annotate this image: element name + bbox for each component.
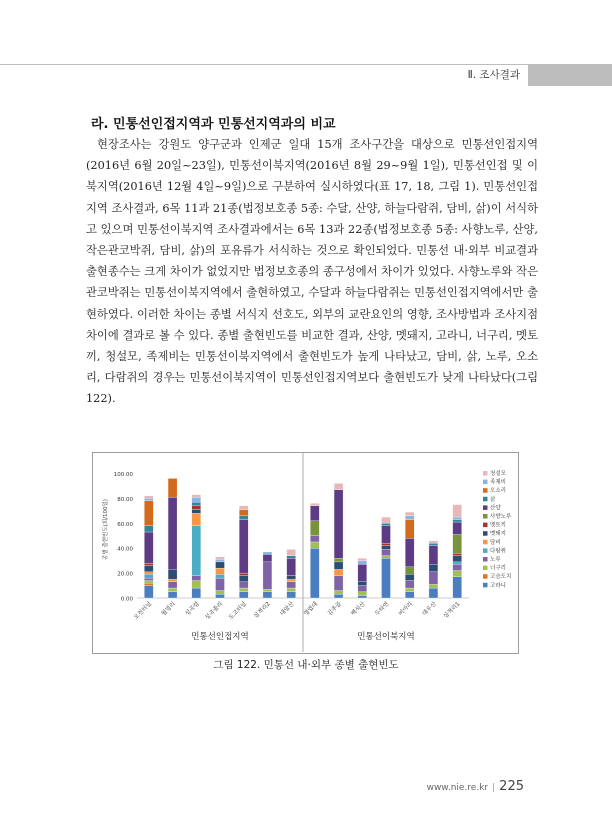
legend-label: 멧토끼 xyxy=(490,522,506,529)
y-axis-label: 종별 출현빈도(회/100일) xyxy=(103,499,109,560)
group-label-north: 민통선이북지역 xyxy=(357,632,415,642)
bar-segment-삵 xyxy=(239,516,248,520)
x-tick-label: 월명리 xyxy=(160,601,177,618)
bar-segment-족제비 xyxy=(263,552,272,554)
legend-swatch xyxy=(483,531,488,536)
x-tick-label: 도고터널 xyxy=(228,601,249,622)
legend-label: 청설모 xyxy=(490,471,506,477)
x-tick-label: 대암산 xyxy=(279,601,296,618)
bar-segment-고라니 xyxy=(239,592,248,598)
bar-segment-너구리 xyxy=(453,571,462,577)
y-tick-label: 80.00 xyxy=(117,496,133,503)
footer-site: www.nie.re.kr xyxy=(426,783,489,793)
bar-segment-삵 xyxy=(429,543,438,545)
bar-segment-너구리 xyxy=(168,588,177,592)
bar-segment-오소리 xyxy=(405,520,414,539)
bar-segment-산양 xyxy=(405,538,414,567)
bar-segment-노루 xyxy=(216,578,225,590)
bar-segment-족제비 xyxy=(144,498,153,500)
bar-segment-산양 xyxy=(287,558,296,575)
bar-segment-노루 xyxy=(429,572,438,584)
bar-segment-멧돼지 xyxy=(358,582,367,586)
x-tick-label: 심적리2 xyxy=(253,601,272,620)
bar-segment-멧돼지 xyxy=(453,556,462,562)
bar-segment-담비 xyxy=(216,568,225,574)
legend-swatch xyxy=(483,514,488,519)
bar-segment-고라니 xyxy=(358,596,367,598)
legend-swatch xyxy=(483,523,488,528)
stacked-bar-chart xyxy=(93,453,518,653)
bar-segment-청설모 xyxy=(216,557,225,559)
legend-label: 고라니 xyxy=(490,582,506,589)
legend-label: 사향노루 xyxy=(490,514,512,520)
bar-segment-사향노루 xyxy=(310,521,319,536)
bar-segment-다람쥐 xyxy=(216,574,225,578)
bar-segment-너구리 xyxy=(358,592,367,596)
bar-segment-너구리 xyxy=(382,556,391,558)
x-tick-label: 비아리 xyxy=(397,601,415,618)
bar-segment-노루 xyxy=(453,564,462,570)
bar-segment-멧돼지 xyxy=(405,574,414,580)
bar-segment-삵 xyxy=(287,556,296,558)
bar-segment-고라니 xyxy=(429,588,438,598)
bar-segment-고라니 xyxy=(405,592,414,598)
x-tick-label: 성곡졸리 xyxy=(204,601,225,622)
bar-segment-너구리 xyxy=(216,591,225,595)
legend-swatch xyxy=(483,497,488,502)
legend-label: 족제비 xyxy=(490,479,506,486)
bar-segment-멧돼지 xyxy=(192,510,201,514)
bar-segment-너구리 xyxy=(239,588,248,592)
bar-segment-멧돼지 xyxy=(168,569,177,579)
bar-segment-청설모 xyxy=(144,496,153,498)
legend-label: 고슴도치 xyxy=(490,574,512,581)
chapter-tab xyxy=(528,64,612,86)
bar-segment-너구리 xyxy=(429,584,438,588)
chapter-header: Ⅱ. 조사결과 xyxy=(467,69,520,81)
legend-swatch xyxy=(483,574,488,579)
bar-segment-오소리 xyxy=(168,478,177,497)
bar-segment-청설모 xyxy=(287,549,296,555)
bar-segment-삵 xyxy=(382,523,391,525)
bar-segment-멧돼지 xyxy=(429,564,438,571)
legend-swatch xyxy=(483,505,488,510)
legend-swatch xyxy=(483,540,488,545)
bar-segment-삵 xyxy=(144,526,153,532)
y-tick-label: 100.00 xyxy=(113,471,133,478)
bar-segment-산양 xyxy=(453,522,462,534)
section-title: 라. 민통선인접지역과 민통선지역과의 비교 xyxy=(91,117,336,132)
legend-label: 산양 xyxy=(490,505,501,512)
y-tick-label: 0.00 xyxy=(120,596,133,603)
bar-segment-고라니 xyxy=(216,594,225,598)
bar-segment-다람쥐 xyxy=(453,562,462,564)
x-tick-label: 심적리1 xyxy=(442,601,462,620)
bar-segment-산양 xyxy=(310,506,319,521)
legend-label: 너구리 xyxy=(490,565,506,572)
x-tick-label: 영엽대 xyxy=(303,601,320,618)
bar-segment-멧토끼 xyxy=(192,506,201,510)
bar-segment-족제비 xyxy=(405,516,414,520)
y-tick-label: 40.00 xyxy=(117,546,133,553)
bar-segment-너구리 xyxy=(405,588,414,592)
bar-segment-고라니 xyxy=(382,558,391,598)
bar-segment-너구리 xyxy=(287,588,296,592)
bar-segment-청설모 xyxy=(405,512,414,516)
bar-segment-산양 xyxy=(334,490,343,559)
x-tick-label: 대우산 xyxy=(421,601,438,618)
legend-swatch xyxy=(483,480,488,485)
bar-segment-너구리 xyxy=(334,591,343,595)
bar-segment-노루 xyxy=(310,536,319,542)
figure-caption: 그림 122. 민통선 내·외부 종별 출현빈도 xyxy=(213,659,399,671)
bar-segment-산양 xyxy=(429,546,438,565)
bar-segment-산양 xyxy=(358,564,367,581)
bar-segment-노루 xyxy=(239,582,248,588)
group-label-adjacent: 민통선인접지역 xyxy=(191,632,249,642)
bar-segment-멧토끼 xyxy=(453,553,462,555)
bar-segment-멧토끼 xyxy=(144,563,153,565)
bar-segment-청설모 xyxy=(192,495,201,497)
bar-segment-담비 xyxy=(334,569,343,575)
bar-segment-노루 xyxy=(144,578,153,580)
x-tick-label: 김추골 xyxy=(326,601,343,618)
bar-segment-사향노루 xyxy=(405,567,414,574)
bar-segment-족제비 xyxy=(192,497,201,502)
bar-segment-족제비 xyxy=(358,561,367,565)
bar-segment-고라니 xyxy=(192,588,201,598)
bar-segment-다람쥐 xyxy=(144,574,153,578)
bar-segment-사향노루 xyxy=(453,534,462,553)
bar-segment-산양 xyxy=(144,532,153,563)
bar-segment-고라니 xyxy=(168,592,177,598)
bar-segment-산양 xyxy=(263,554,272,561)
bar-segment-멧돼지 xyxy=(216,562,225,568)
bar-segment-노루 xyxy=(192,576,201,581)
legend-swatch xyxy=(483,566,488,571)
page-number: 225 xyxy=(499,779,524,794)
figure-chart xyxy=(92,452,519,654)
x-tick-label: 성곡령 xyxy=(184,601,201,618)
x-tick-label: 백석산 xyxy=(350,601,367,618)
bar-segment-삵 xyxy=(453,520,462,522)
bar-segment-오소리 xyxy=(144,501,153,526)
bar-segment-너구리 xyxy=(310,542,319,548)
bar-segment-너구리 xyxy=(263,589,272,591)
bar-segment-산양 xyxy=(168,497,177,569)
bar-segment-멧토끼 xyxy=(382,543,391,545)
bar-segment-노루 xyxy=(334,576,343,591)
bar-segment-담비 xyxy=(144,572,153,574)
legend-label: 노루 xyxy=(490,557,501,563)
bar-segment-고라니 xyxy=(263,592,272,598)
bar-segment-노루 xyxy=(358,586,367,592)
bar-segment-사향노루 xyxy=(334,558,343,562)
bar-segment-오소리 xyxy=(239,510,248,516)
bar-segment-고라니 xyxy=(453,577,462,598)
legend-swatch xyxy=(483,557,488,562)
bar-segment-멧돼지 xyxy=(382,546,391,550)
bar-segment-노루 xyxy=(287,582,296,588)
bar-segment-너구리 xyxy=(192,581,201,588)
bar-segment-고라니 xyxy=(310,548,319,598)
bar-segment-고라니 xyxy=(334,594,343,598)
x-tick-label: 오천터널 xyxy=(133,601,154,622)
bar-segment-고슴도치 xyxy=(144,583,153,585)
bar-segment-담비 xyxy=(192,513,201,525)
bar-segment-다람쥐 xyxy=(192,526,201,576)
bar-segment-멧돼지 xyxy=(287,576,296,580)
body-paragraph: 현장조사는 강원도 양구군과 인제군 일대 15개 조사구간을 대상으로 민통선인접지역(2016년 6월 20일~23일), 민통선이북지역(2016년 8월 29~9월 1일), 민통선인접 및 이북지역(2016년 12월 4일~9일)으로 구분하여 실시하였다(표 17, 18, 그림 1). 민통선인접지역 조사결과, 6목 11과 21종(법정보호종 5종: 수달, 산양, 하늘다람쥐, 담비, 삵)이 서식하고 있으며 민통선이북지역 조사결과에서는 6목 13과 22종(법정보호종 5종: 사향노루, 산양, 작은관코박쥐, 담비, 삵)의 포유류가 서식하는 것으로 확인되었다. 민통선 내·외부 비교결과 출현종수는 크게 차이가 없었지만 법정보호종의 종구성에서 차이가 있었다. 사향노루와 작은관코박쥐는 민통선이북지역에서 출현하였고, 수달과 하늘다람쥐는 민통선인접지역에서만 출현하였다. 이러한 차이는 종별 서식지 선호도, 외부의 교란요인의 영향, 조사방법과 조사지점 차이에 결과로 볼 수 있다. 종별 출현빈도를 비교한 결과, 산양, 멧돼지, 고라니, 너구리, 멧토끼, 청설모, 족제비는 민통선이북지역에서 출현빈도가 높게 나타났고, 담비, 삵, 노루, 오소리, 다람쥐의 경우는 민통선이북지역이 민통선인접지역보다 출현빈도가 낮게 나타났다(그림 122). xyxy=(86,138,538,406)
bar-segment-노루 xyxy=(405,581,414,588)
bar-segment-멧돼지 xyxy=(239,576,248,582)
header-rule xyxy=(0,64,528,65)
bar-segment-족제비 xyxy=(216,559,225,561)
bar-segment-고라니 xyxy=(287,592,296,598)
bar-segment-산양 xyxy=(239,520,248,574)
y-tick-label: 20.00 xyxy=(117,571,133,578)
x-tick-label: 두타연 xyxy=(374,601,391,618)
legend-label: 멧돼지 xyxy=(490,531,506,538)
bar-segment-청설모 xyxy=(239,506,248,510)
bar-segment-청설모 xyxy=(429,541,438,543)
legend-label: 오소리 xyxy=(490,488,506,495)
bar-segment-청설모 xyxy=(310,503,319,505)
bar-segment-멧돼지 xyxy=(144,566,153,572)
bar-segment-청설모 xyxy=(358,558,367,560)
bar-segment-노루 xyxy=(168,582,177,588)
bar-segment-너구리 xyxy=(144,581,153,583)
y-tick-label: 60.00 xyxy=(117,521,133,528)
bar-segment-멧토끼 xyxy=(239,573,248,575)
bar-segment-청설모 xyxy=(334,483,343,489)
bar-segment-고라니 xyxy=(144,586,153,598)
bar-segment-담비 xyxy=(168,579,177,581)
legend-label: 담비 xyxy=(490,539,501,546)
bar-segment-청설모 xyxy=(453,505,462,517)
bar-segment-청설모 xyxy=(382,517,391,523)
legend-label: 삵 xyxy=(490,496,496,503)
page-footer: www.nie.re.kr | 225 xyxy=(426,779,524,794)
body-text xyxy=(86,134,538,410)
legend-swatch xyxy=(483,583,488,588)
bar-segment-노루 xyxy=(382,549,391,555)
bar-segment-삵 xyxy=(192,502,201,506)
legend-label: 다람쥐 xyxy=(490,548,506,555)
legend-swatch xyxy=(483,488,488,493)
bar-segment-산양 xyxy=(382,526,391,543)
bar-segment-담비 xyxy=(287,579,296,581)
bar-segment-족제비 xyxy=(453,517,462,519)
bar-segment-멧돼지 xyxy=(334,562,343,569)
legend-swatch xyxy=(483,471,488,476)
bar-segment-노루 xyxy=(263,562,272,589)
legend-swatch xyxy=(483,548,488,553)
